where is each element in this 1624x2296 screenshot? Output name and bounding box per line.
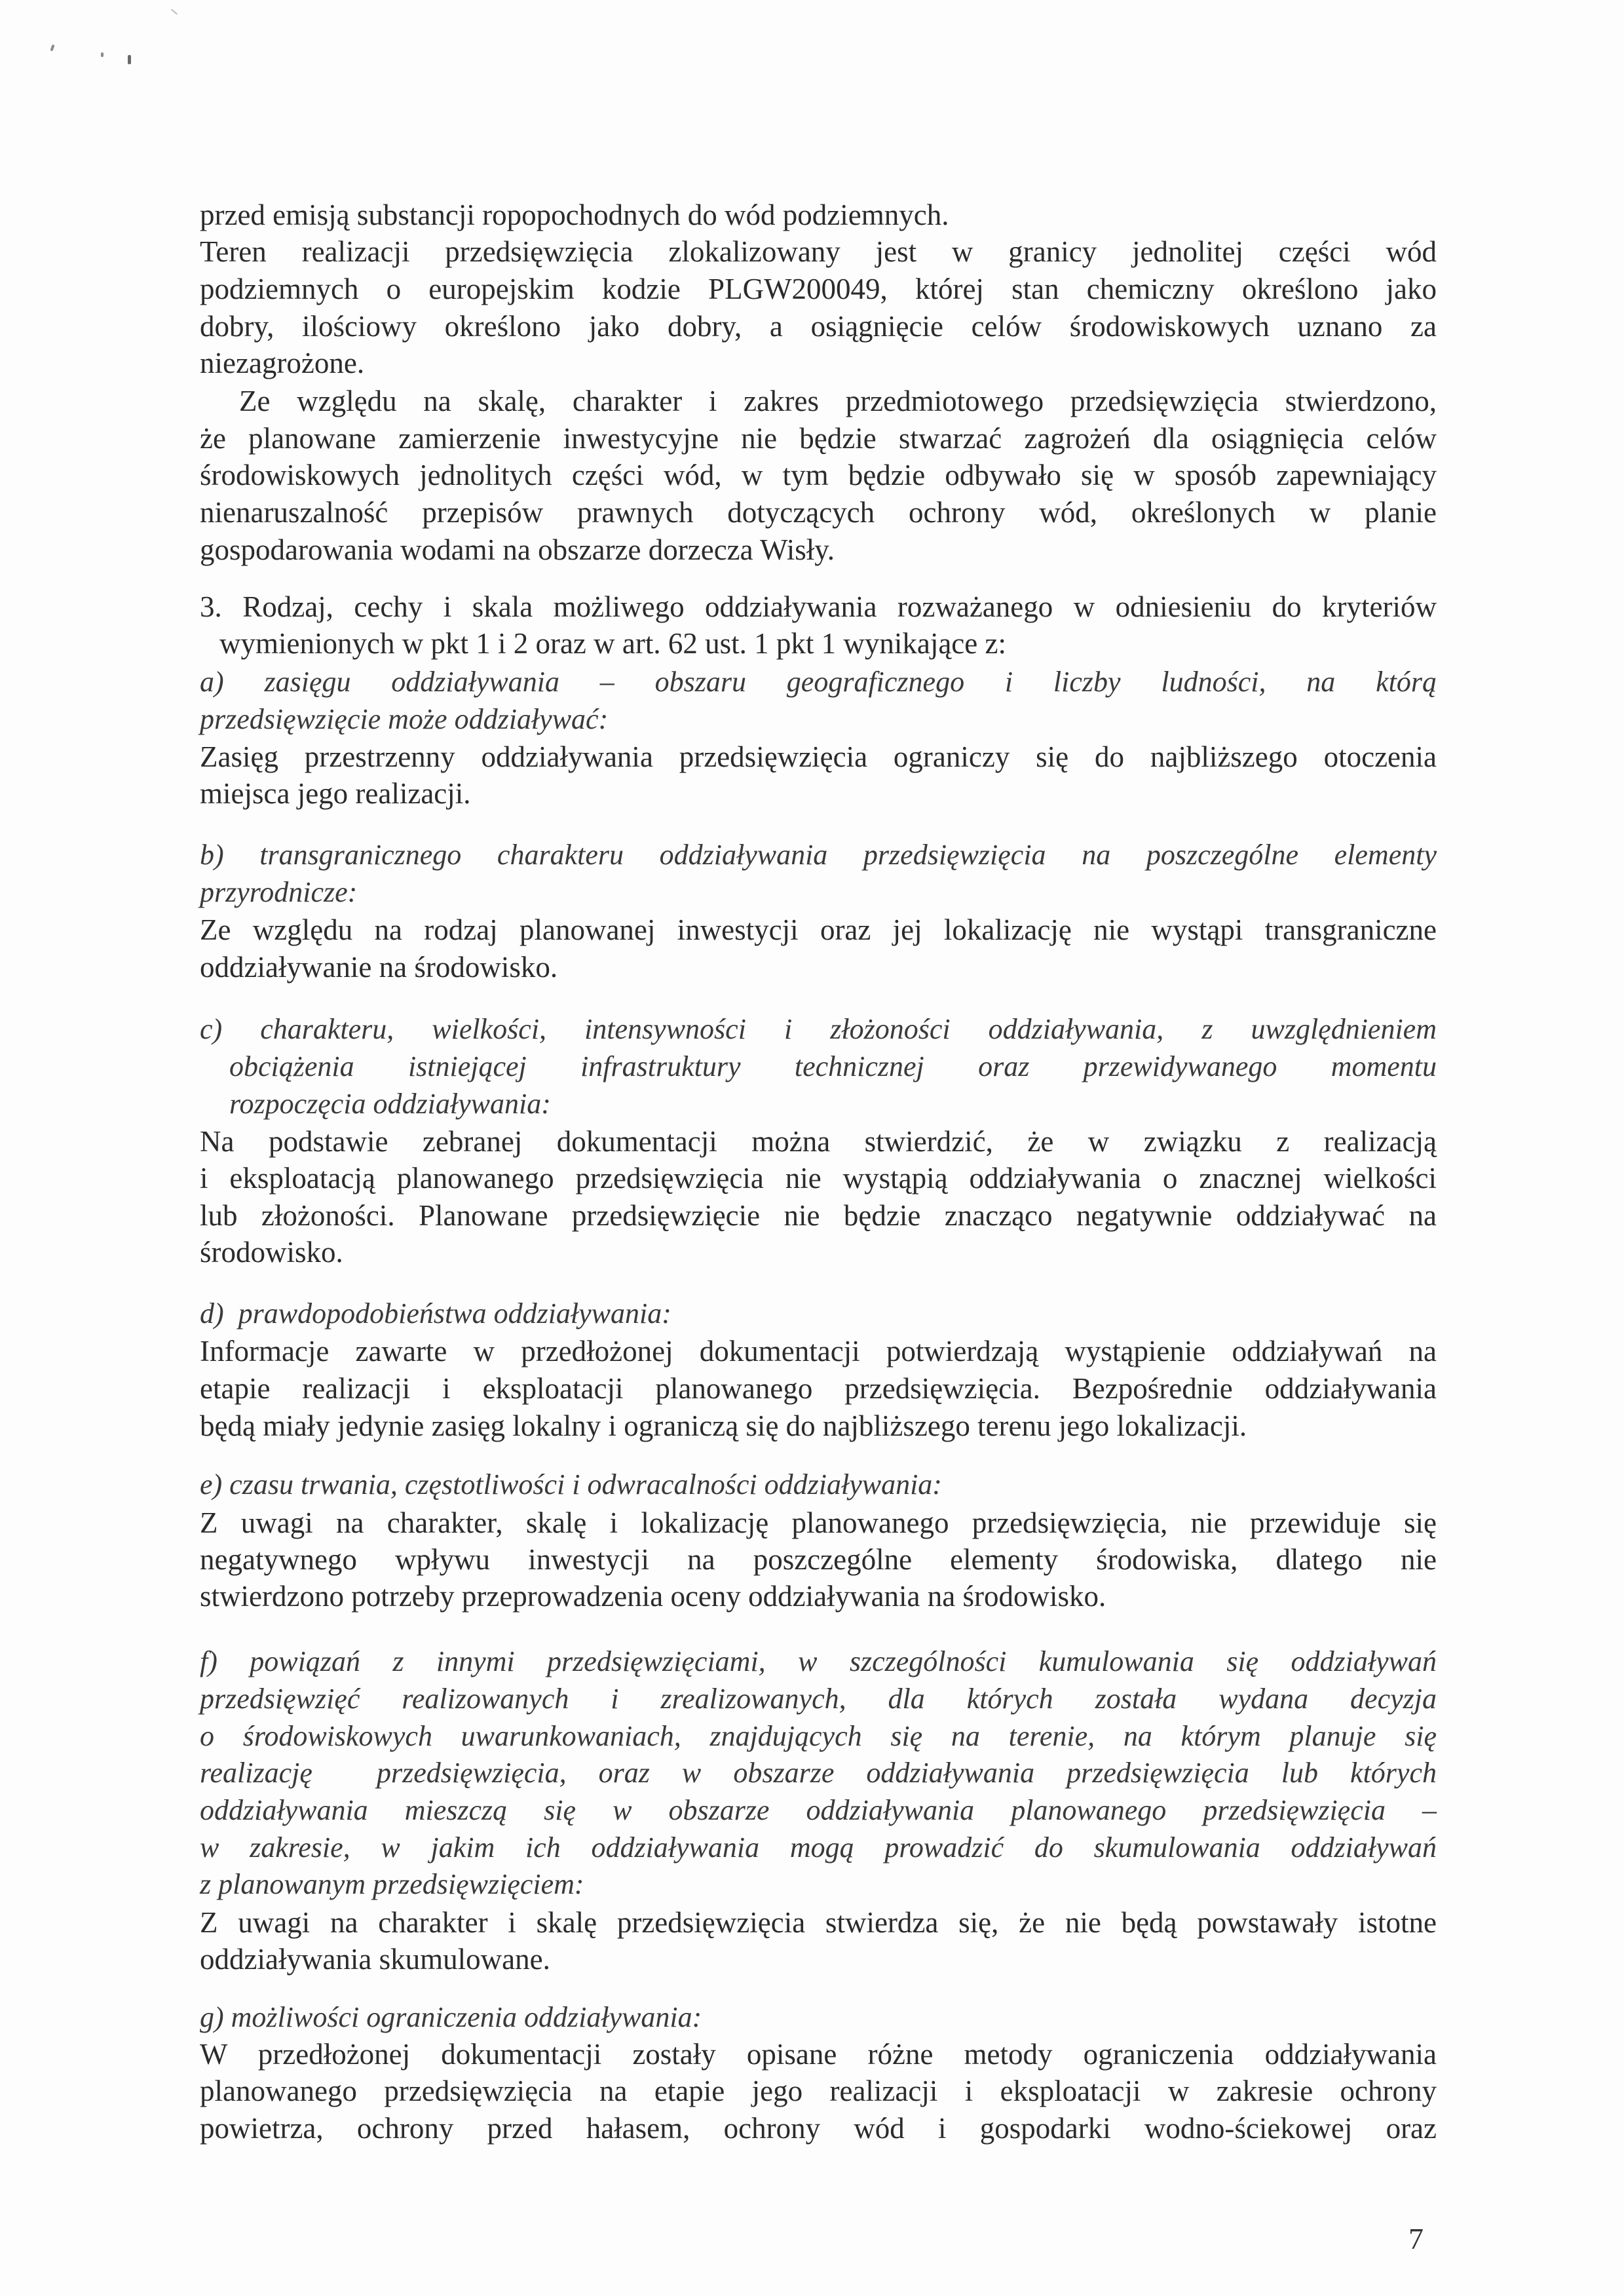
scan-artifact	[128, 55, 131, 64]
text-line: niezagrożone.	[200, 347, 365, 379]
subsection-heading: obciążenia istniejącej infrastruktury technicznej oraz przewidywanego momentu	[229, 1050, 1437, 1082]
subsection-heading: o środowiskowych uwarunkowaniach, znajdujących się na terenie, na którym planuje się	[200, 1720, 1437, 1752]
subsection-heading: f) powiązań z innymi przedsięwzięciami, w szczególności kumulowania się oddziaływań	[200, 1645, 1437, 1677]
text-line: negatywnego wpływu inwestycji na poszczególne elementy środowiska, dlatego nie	[200, 1543, 1437, 1576]
text-line: Z uwagi na charakter i skalę przedsięwzięcia stwierdza się, że nie będą powstawały istotne	[200, 1906, 1437, 1939]
text-line: Ze względu na skalę, charakter i zakres przedmiotowego przedsięwzięcia stwierdzono,	[239, 385, 1437, 417]
scan-artifact	[101, 52, 104, 57]
subsection-heading: rozpoczęcia oddziaływania:	[229, 1088, 551, 1120]
text-line: środowiskowych jednolitych części wód, w tym będzie odbywało się w sposób zapewniający	[200, 459, 1437, 491]
text-line: stwierdzono potrzeby przeprowadzenia oceny oddziaływania na środowisko.	[200, 1580, 1106, 1613]
subsection-heading: z planowanym przedsięwzięciem:	[200, 1868, 584, 1900]
subsection-heading: a) zasięgu oddziaływania – obszaru geograficznego i liczby ludności, na którą	[200, 666, 1437, 698]
text-line: lub złożoności. Planowane przedsięwzięcie nie będzie znacząco negatywnie oddziaływać na	[200, 1199, 1437, 1232]
subsection-heading: e) czasu trwania, częstotliwości i odwracalności oddziaływania:	[200, 1468, 942, 1501]
text-line: Informacje zawarte w przedłożonej dokumentacji potwierdzają wystąpienie oddziaływań na	[200, 1335, 1437, 1368]
subsection-heading: g) możliwości ograniczenia oddziaływania:	[200, 2001, 702, 2033]
text-line: etapie realizacji i eksploatacji planowanego przedsięwzięcia. Bezpośrednie oddziaływania	[200, 1372, 1437, 1405]
text-line: dobry, ilościowy określono jako dobry, a osiągnięcie celów środowiskowych uznano za	[200, 310, 1437, 343]
text-line: Z uwagi na charakter, skalę i lokalizację planowanego przedsięwzięcia, nie przewiduje się	[200, 1506, 1437, 1539]
text-line: miejsca jego realizacji.	[200, 777, 471, 810]
text-line: planowanego przedsięwzięcia na etapie jego realizacji i eksploatacji w zakresie ochrony	[200, 2075, 1437, 2107]
section-heading: 3. Rodzaj, cechy i skala możliwego oddziaływania rozważanego w odniesieniu do kryteriów	[200, 590, 1437, 623]
text-line: nienaruszalność przepisów prawnych dotyczących ochrony wód, określonych w planie	[200, 496, 1437, 529]
subsection-heading: w zakresie, w jakim ich oddziaływania mogą prowadzić do skumulowania oddziaływań	[200, 1831, 1437, 1864]
subsection-heading: b) transgranicznego charakteru oddziaływania przedsięwzięcia na poszczególne elementy	[200, 839, 1437, 871]
subsection-heading: przyrodnicze:	[200, 876, 358, 908]
text-line: że planowane zamierzenie inwestycyjne nie będzie stwarzać zagrożeń dla osiągnięcia celów	[200, 422, 1437, 455]
text-line: Na podstawie zebranej dokumentacji można stwierdzić, że w związku z realizacją	[200, 1125, 1437, 1158]
text-line: podziemnych o europejskim kodzie PLGW200049, której stan chemiczny określono jako	[200, 273, 1437, 305]
subsection-heading: d) prawdopodobieństwa oddziaływania:	[200, 1297, 671, 1330]
text-line: i eksploatacją planowanego przedsięwzięcia nie wystąpią oddziaływania o znacznej wielkości	[200, 1162, 1437, 1195]
subsection-heading: c) charakteru, wielkości, intensywności i złożoności oddziaływania, z uwzględnieniem	[200, 1013, 1437, 1045]
section-heading: wymienionych w pkt 1 i 2 oraz w art. 62 ust. 1 pkt 1 wynikające z:	[219, 627, 1006, 660]
text-line: oddziaływanie na środowisko.	[200, 951, 558, 984]
subsection-heading: oddziaływania mieszczą się w obszarze oddziaływania planowanego przedsięwzięcia –	[200, 1794, 1437, 1826]
scan-artifact	[171, 9, 178, 14]
text-line: powietrza, ochrony przed hałasem, ochrony wód i gospodarki wodno-ściekowej oraz	[200, 2112, 1437, 2145]
text-line: gospodarowania wodami na obszarze dorzecza Wisły.	[200, 533, 835, 566]
text-line: oddziaływania skumulowane.	[200, 1943, 550, 1976]
text-line: będą miały jedynie zasięg lokalny i ograniczą się do najbliższego terenu jego lokalizacji.	[200, 1409, 1247, 1442]
text-line: środowisko.	[200, 1236, 343, 1269]
page-number: 7	[1408, 2222, 1424, 2255]
text-line: przed emisją substancji ropopochodnych do wód podziemnych.	[200, 199, 949, 231]
text-line: Teren realizacji przedsięwzięcia zlokalizowany jest w granicy jednolitej części wód	[200, 235, 1437, 268]
text-line: Ze względu na rodzaj planowanej inwestycji oraz jej lokalizację nie wystąpi transgraniczne	[200, 913, 1437, 946]
text-line: Zasięg przestrzenny oddziaływania przedsięwzięcia ograniczy się do najbliższego otoczenia	[200, 740, 1437, 773]
text-line: W przedłożonej dokumentacji zostały opisane różne metody ograniczenia oddziaływania	[200, 2038, 1437, 2071]
subsection-heading: realizację przedsięwzięcia, oraz w obszarze oddziaływania przedsięwzięcia lub których	[200, 1757, 1437, 1789]
subsection-heading: przedsięwzięcie może oddziaływać:	[200, 703, 609, 735]
scan-artifact	[50, 45, 54, 52]
subsection-heading: przedsięwzięć realizowanych i zrealizowanych, dla których została wydana decyzja	[200, 1683, 1437, 1715]
